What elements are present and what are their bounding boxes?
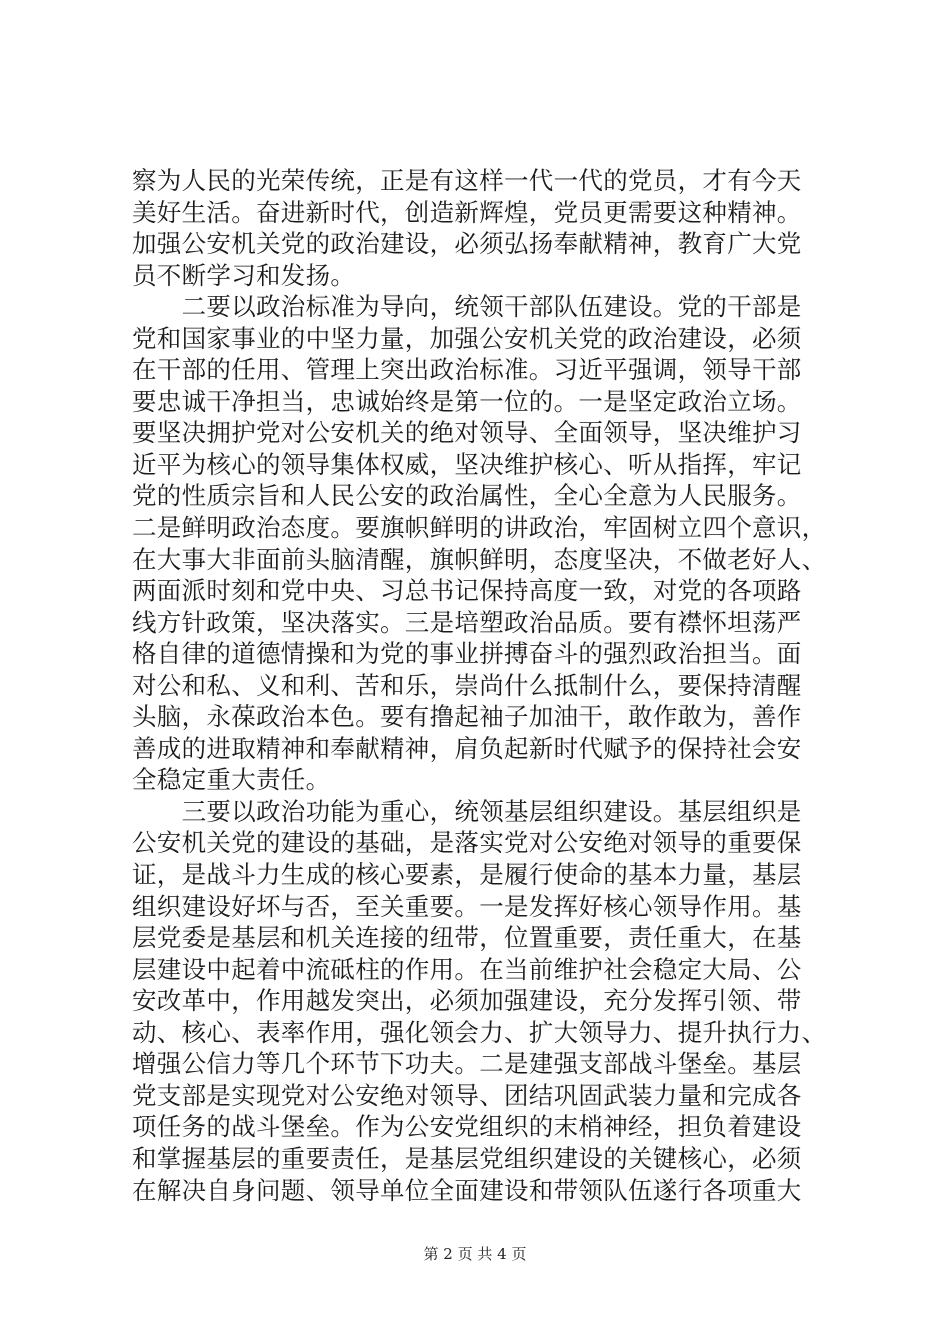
- text-line: 善成的进取精神和奉献精神，肩负起新时代赋予的保持社会安: [132, 733, 802, 763]
- text-line: 动、核心、表率作用，强化领会力、扩大领导力、提升执行力、: [132, 1017, 827, 1047]
- text-line: 在大事大非面前头脑清醒，旗帜鲜明，态度坚决，不做老好人、: [132, 544, 827, 574]
- text-line: 层党委是基层和机关连接的纽带，位置重要，责任重大，在基: [132, 923, 802, 953]
- text-line: 党支部是实现党对公安绝对领导、团结巩固武装力量和完成各: [132, 1080, 802, 1110]
- text-line: 近平为核心的领导集体权威，坚决维护核心、听从指挥，牢记: [132, 449, 802, 479]
- text-line: 察为人民的光荣传统，正是有这样一代一代的党员，才有今天: [132, 166, 802, 195]
- text-line: 美好生活。奋进新时代，创造新辉煌，党员更需要这种精神。: [132, 197, 802, 227]
- text-line: 全稳定重大责任。: [132, 765, 331, 795]
- text-line: 两面派时刻和党中央、习总书记保持高度一致，对党的各项路: [132, 576, 802, 606]
- text-line: 头脑，永葆政治本色。要有撸起袖子加油干，敢作敢为，善作: [132, 702, 802, 732]
- text-line: 层建设中起着中流砥柱的作用。在当前维护社会稳定大局、公: [132, 954, 802, 984]
- text-line: 三要以政治功能为重心，统领基层组织建设。基层组织是: [132, 796, 802, 826]
- text-line: 安改革中，作用越发突出，必须加强建设，充分发挥引领、带: [132, 986, 802, 1016]
- text-line: 公安机关党的建设的基础，是落实党对公安绝对领导的重要保: [132, 828, 802, 858]
- text-line: 党的性质宗旨和人民公安的政治属性，全心全意为人民服务。: [132, 481, 802, 511]
- text-line: 增强公信力等几个环节下功夫。二是建强支部战斗堡垒。基层: [132, 1049, 802, 1079]
- text-line: 员不断学习和发扬。: [132, 260, 356, 290]
- text-line: 项任务的战斗堡垒。作为公安党组织的末梢神经，担负着建设: [132, 1112, 802, 1142]
- text-line: 在解决自身问题、领导单位全面建设和带领队伍遂行各项重大: [132, 1175, 802, 1205]
- text-line: 和掌握基层的重要责任，是基层党组织建设的关键核心，必须: [132, 1143, 802, 1173]
- text-line: 证，是战斗力生成的核心要素，是履行使命的基本力量，基层: [132, 860, 802, 890]
- text-line: 组织建设好坏与否，至关重要。一是发挥好核心领导作用。基: [132, 891, 802, 921]
- text-line: 党和国家事业的中坚力量，加强公安机关党的政治建设，必须: [132, 323, 802, 353]
- text-line: 要坚决拥护党对公安机关的绝对领导、全面领导，坚决维护习: [132, 418, 802, 448]
- body-text: [132, 165, 827, 1206]
- text-line: 二要以政治标准为导向，统领干部队伍建设。党的干部是: [132, 292, 802, 322]
- text-line: 格自律的道德情操和为党的事业拼搏奋斗的强烈政治担当。面: [132, 639, 802, 669]
- text-line: 要忠诚干净担当，忠诚始终是第一位的。一是坚定政治立场。: [132, 386, 802, 416]
- page-number-footer: 第 2 页 共 4 页: [423, 1245, 527, 1263]
- text-line: 在干部的任用、管理上突出政治标准。习近平强调，领导干部: [132, 355, 802, 385]
- text-line: 对公和私、义和利、苦和乐，崇尚什么抵制什么，要保持清醒: [132, 670, 802, 700]
- text-line: 二是鲜明政治态度。要旗帜鲜明的讲政治，牢固树立四个意识，: [132, 513, 827, 543]
- text-line: 加强公安机关党的政治建设，必须弘扬奉献精神，教育广大党: [132, 229, 802, 259]
- text-line: 线方针政策，坚决落实。三是培塑政治品质。要有襟怀坦荡严: [132, 607, 802, 637]
